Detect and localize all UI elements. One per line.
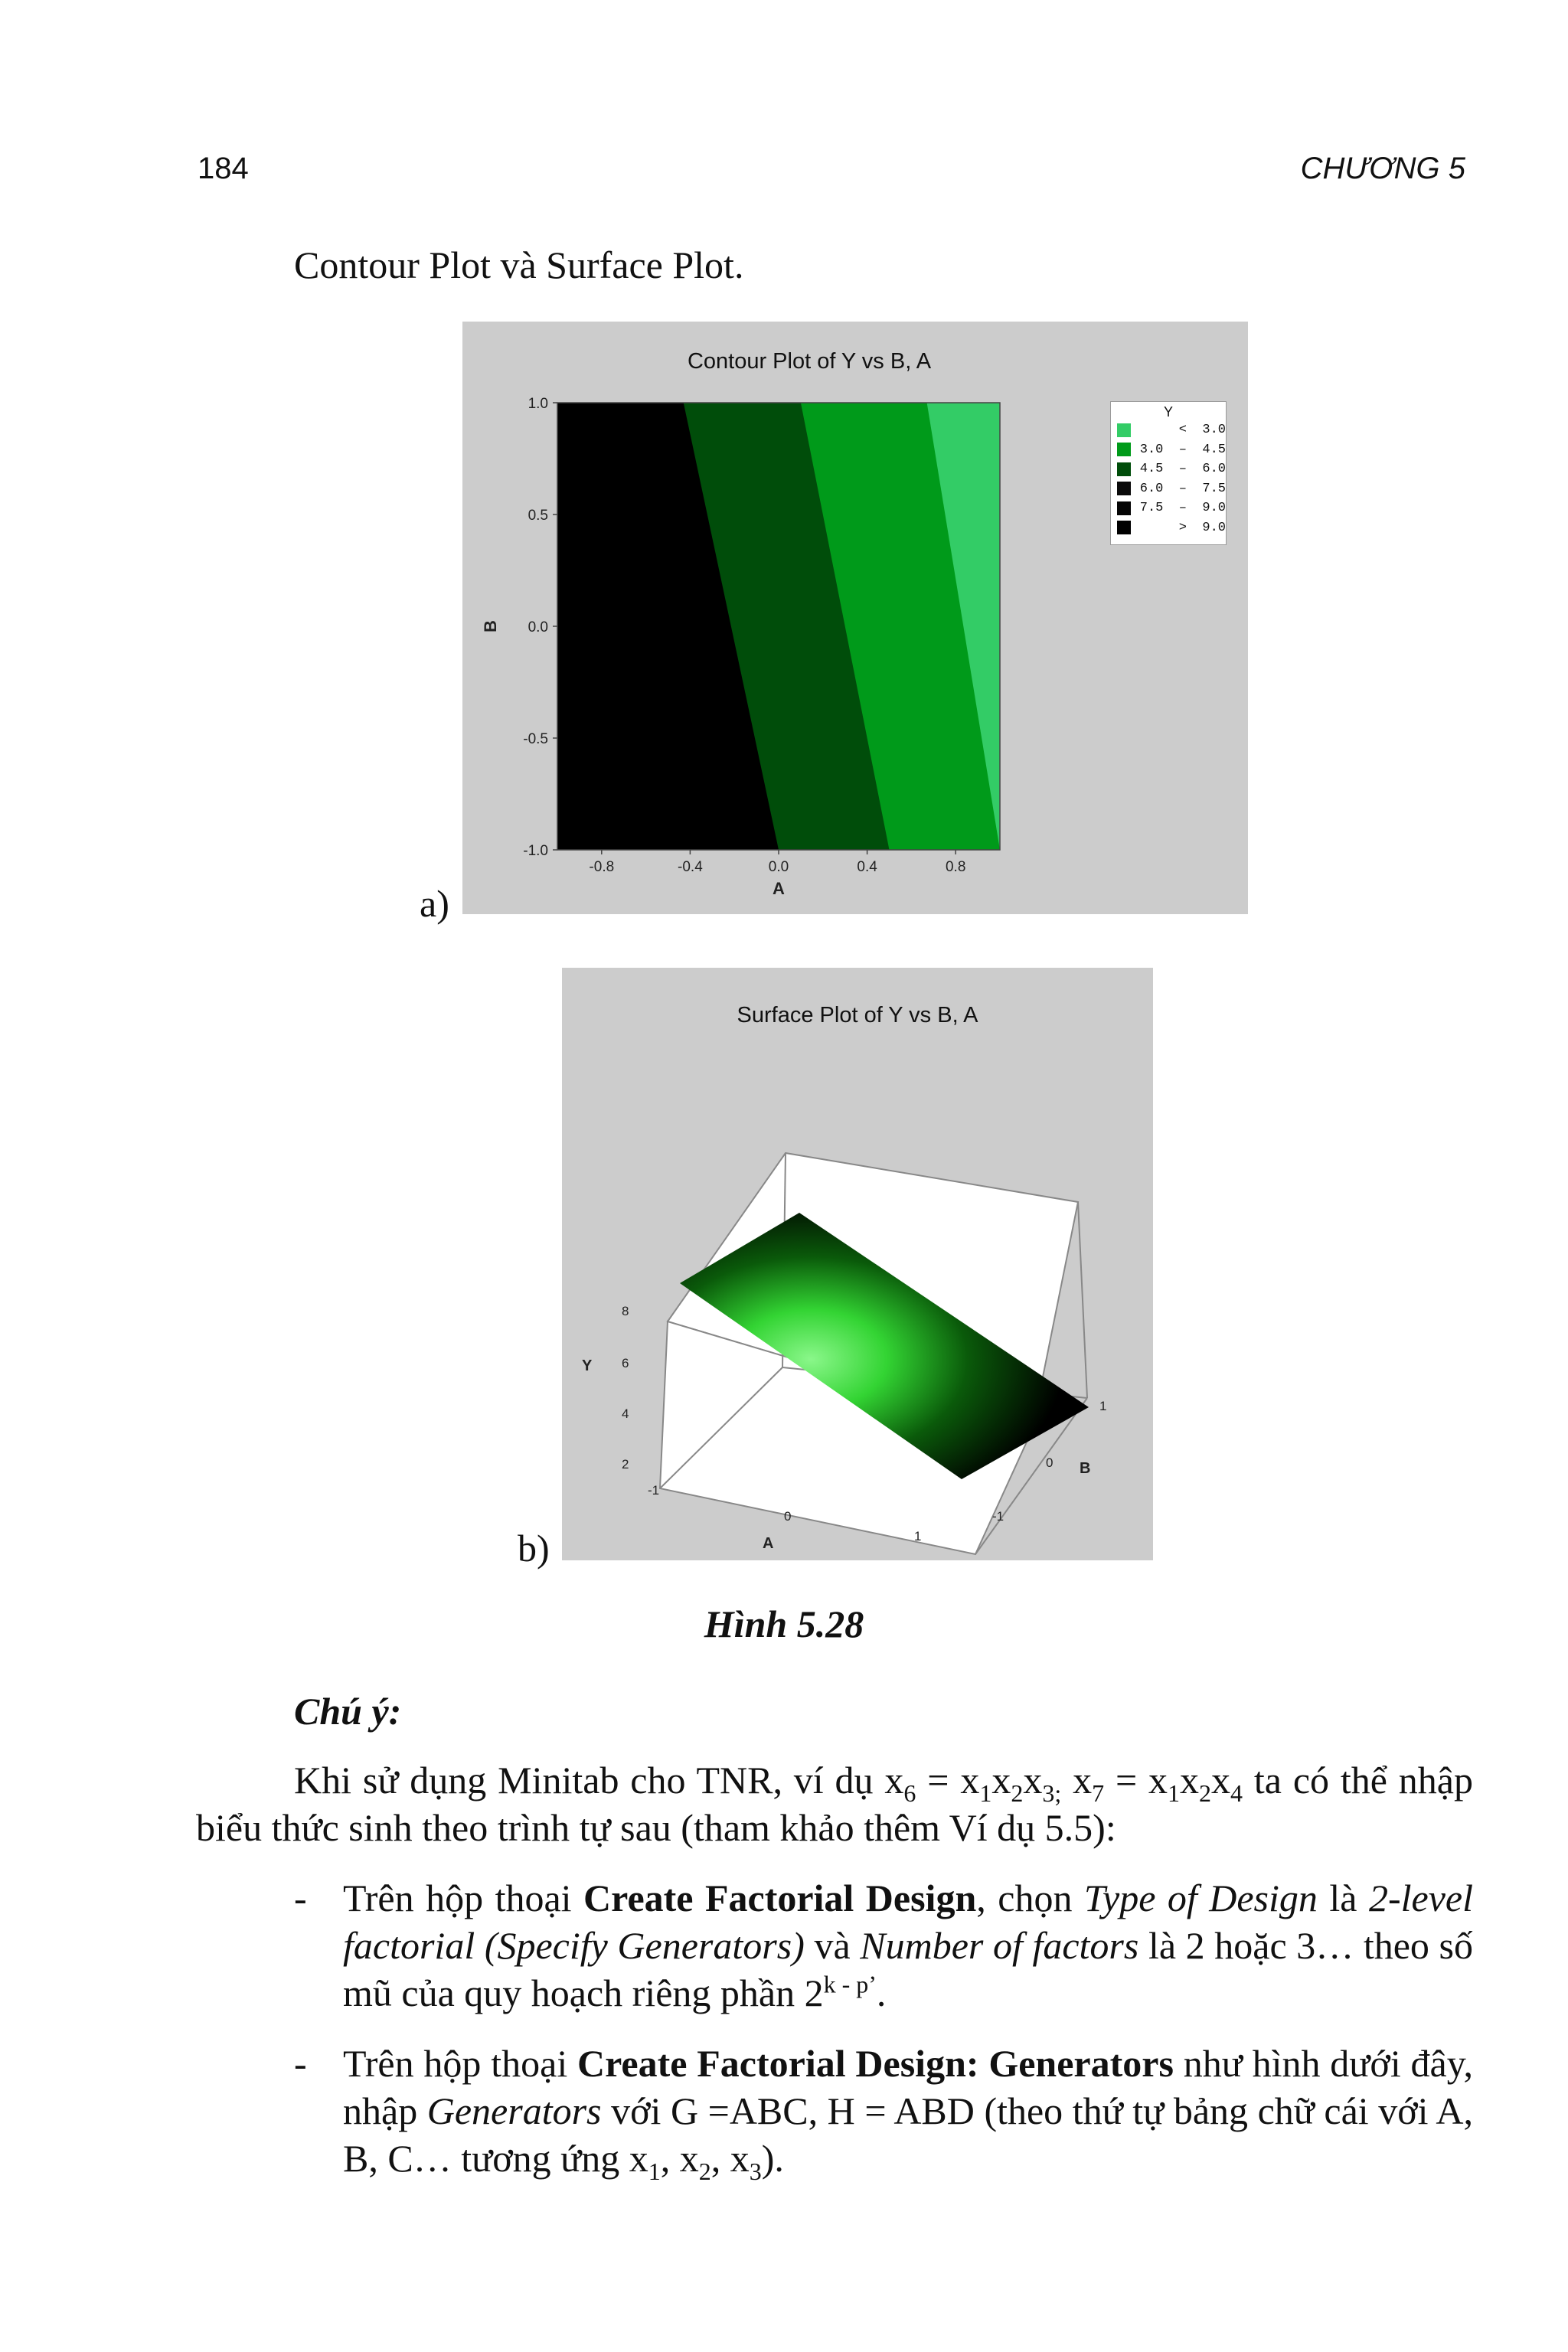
note-title: Chú ý: [294, 1690, 402, 1733]
surface-y-tick: 0 [1046, 1455, 1054, 1470]
contour-legend [1110, 401, 1227, 545]
legend-label: > 9.0 [1139, 520, 1226, 535]
contour-y-tick-label: 1.0 [528, 396, 548, 412]
surface-y-tick: 1 [1099, 1399, 1107, 1413]
legend-label: < 3.0 [1139, 423, 1226, 438]
surface-z-tick: 8 [622, 1304, 629, 1318]
legend-swatch [1117, 443, 1131, 456]
legend-swatch [1117, 501, 1131, 515]
contour-x-tick-label: 0.4 [857, 859, 877, 875]
legend-entry [1111, 498, 1226, 518]
surface-plot-figure [562, 968, 1153, 1560]
surface-z-tick: 6 [622, 1356, 629, 1370]
contour-plot-figure [462, 322, 1248, 914]
contour-x-tick-label: -0.4 [678, 859, 703, 875]
legend-title: Y [1163, 404, 1173, 420]
chapter-label: CHƯƠNG 5 [1300, 152, 1465, 185]
legend-entry [1111, 420, 1226, 440]
contour-x-tick-label: 0.0 [768, 859, 789, 875]
legend-label: 7.5 – 9.0 [1139, 501, 1226, 516]
surface-plot-title: Surface Plot of Y vs B, A [737, 1003, 978, 1027]
contour-y-tick-label: -0.5 [523, 731, 548, 747]
surface-x-tick: 0 [784, 1509, 792, 1524]
legend-rows [1111, 420, 1226, 537]
surface-plot-svg [562, 968, 1153, 1560]
bullet-item-2: Trên hộp thoại Create Factorial Design: Generators như hình dưới đây, nhập Generators với G =ABC, H = ABD (theo thứ tự bảng chữ cái với A, B, C… tương ứng $x_1$, $x_2$, $x_3$). [343, 2042, 1473, 2185]
contour-y-label: B [481, 620, 500, 632]
contour-y-tick-label: 0.5 [528, 508, 548, 524]
legend-swatch [1117, 423, 1131, 437]
legend-label: 3.0 – 4.5 [1139, 442, 1226, 457]
contour-x-tick-label: 0.8 [945, 859, 966, 875]
legend-entry [1111, 459, 1226, 479]
legend-label: 6.0 – 7.5 [1139, 481, 1226, 496]
contour-y-tick-label: -1.0 [523, 843, 548, 859]
panel-label-a: a) [420, 882, 449, 925]
intro-line: Contour Plot và Surface Plot. [294, 243, 744, 286]
bullet-item-1: Trên hộp thoại Create Factorial Design, chọn Type of Design là 2-level factorial (Specify Generators) và Number of factors là 2 hoặc 3… theo số mũ của quy hoạch riêng phần $2^{k - p’}$. [343, 1877, 1473, 2014]
surface-z-tick: 2 [622, 1457, 629, 1472]
contour-x-tick-label: -0.8 [589, 859, 615, 875]
surface-y-label: B [1080, 1460, 1091, 1477]
contour-y-tick-label: 0.0 [528, 619, 548, 635]
surface-z-label: Y [582, 1357, 593, 1374]
bullet-dash-1: - [294, 1877, 307, 1919]
figure-caption: Hình 5.28 [704, 1602, 864, 1645]
surface-right-edge [1078, 1202, 1087, 1398]
surface-x-label: A [763, 1535, 774, 1552]
legend-swatch [1117, 462, 1131, 476]
legend-entry [1111, 440, 1226, 460]
surface-x-tick: -1 [648, 1483, 660, 1498]
contour-x-label: A [773, 879, 785, 898]
contour-plot-title: Contour Plot of Y vs B, A [687, 349, 932, 374]
bullet-dash-2: - [294, 2042, 307, 2085]
surface-z-tick: 4 [622, 1406, 629, 1421]
surface-y-tick: -1 [992, 1509, 1004, 1524]
panel-label-b: b) [518, 1527, 550, 1570]
legend-label: 4.5 – 6.0 [1139, 462, 1226, 477]
legend-swatch [1117, 521, 1131, 534]
page-number: 184 [198, 152, 249, 185]
legend-swatch [1117, 482, 1131, 495]
note-paragraph: Khi sử dụng Minitab cho TNR, ví dụ $x_6 = x_1x_2x_{3;}$ $x_7 = x_1x_2x_4$ ta có thể nhập biểu thức sinh theo trình tự sau (tham khảo thêm Ví dụ 5.5): [196, 1759, 1473, 1849]
legend-entry [1111, 518, 1226, 538]
surface-x-tick: 1 [914, 1529, 922, 1544]
legend-entry [1111, 479, 1226, 499]
